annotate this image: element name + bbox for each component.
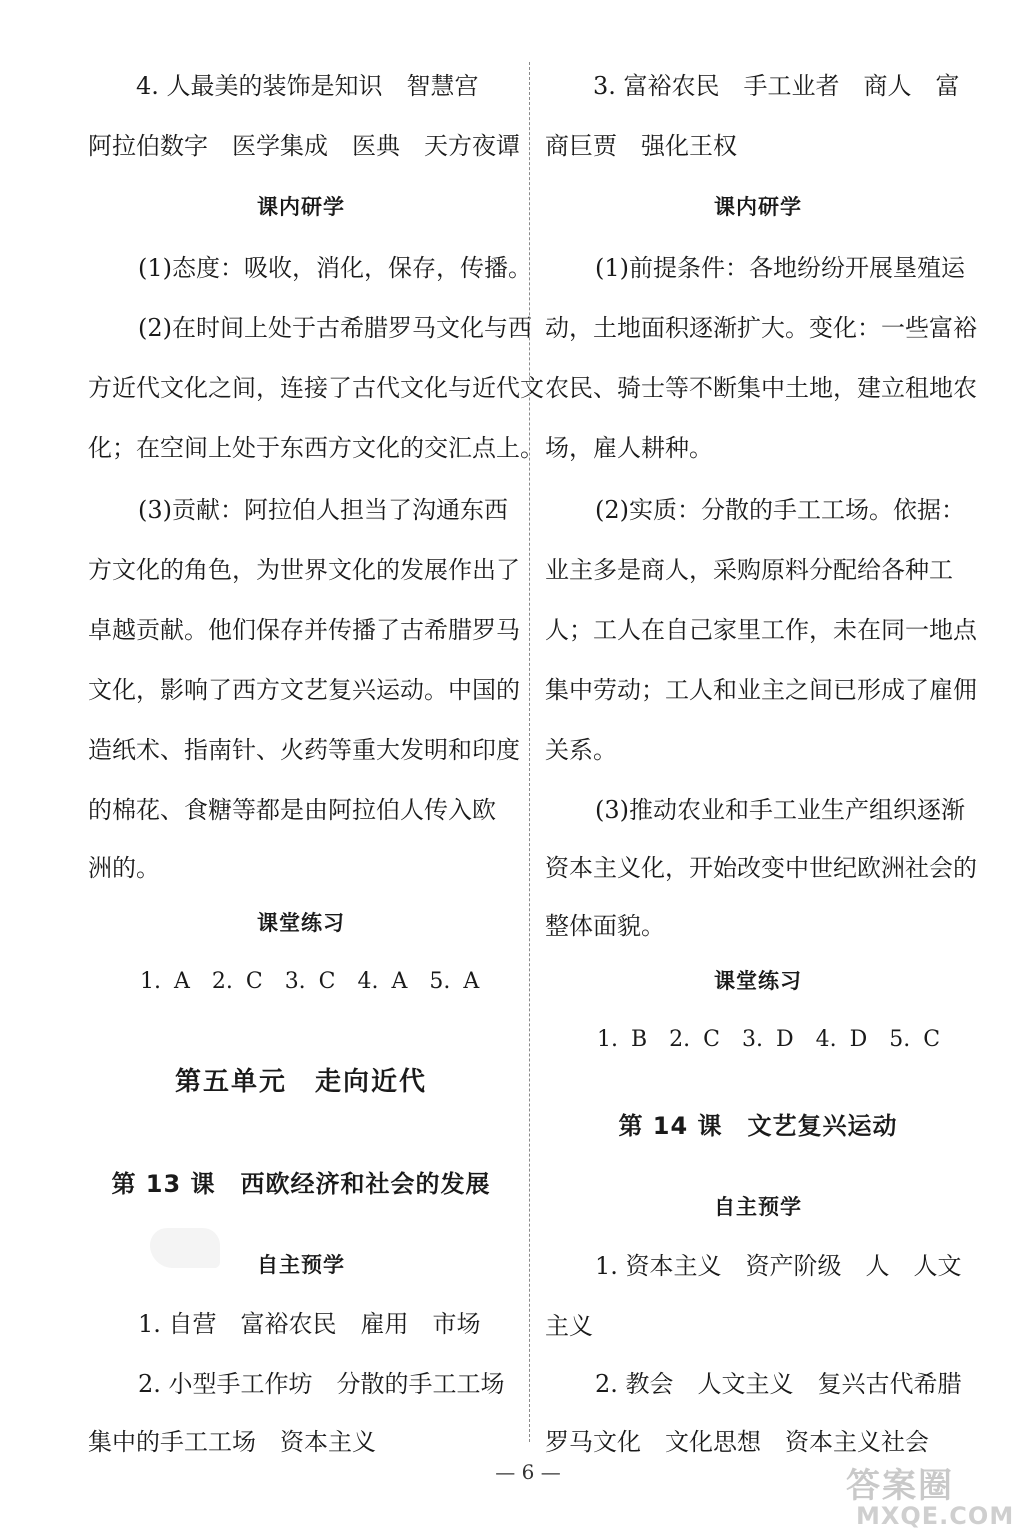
- watermark-logo: 答案圈: [846, 1466, 954, 1506]
- paragraph-line: (3)推动农业和手工业生产组织逐渐: [595, 796, 965, 824]
- paragraph-line: 文化，影响了西方文艺复兴运动。中国的: [88, 676, 520, 704]
- faded-stamp-mark: [150, 1228, 220, 1268]
- paragraph-line: (1)前提条件：各地纷纷开展垦殖运: [595, 254, 965, 282]
- paragraph-line: 人；工人在自己家里工作，未在同一地点: [545, 616, 977, 644]
- section-heading: 自主预学: [257, 1253, 345, 1277]
- answer-line: 3. 富裕农民 手工业者 商人 富: [593, 72, 960, 100]
- paragraph-line: 业主多是商人，采购原料分配给各种工: [545, 556, 953, 584]
- paragraph-line: 的棉花、食糖等都是由阿拉伯人传入欧: [88, 796, 496, 824]
- section-heading: 自主预学: [714, 1195, 802, 1219]
- paragraph-line: 整体面貌。: [545, 912, 665, 940]
- paragraph-line: (3)贡献：阿拉伯人担当了沟通东西: [138, 496, 508, 524]
- paragraph-line: (2)在时间上处于古希腊罗马文化与西: [138, 314, 532, 342]
- paragraph-line: 化；在空间上处于东西方文化的交汇点上。: [88, 434, 544, 462]
- answer-line: 主义: [545, 1312, 593, 1340]
- lesson-title: 第 14 课 文艺复兴运动: [618, 1112, 898, 1140]
- paragraph-line: 场，雇人耕种。: [545, 434, 713, 462]
- section-heading: 课内研学: [257, 195, 345, 219]
- answer-line: 2. 教会 人文主义 复兴古代希腊: [595, 1370, 962, 1398]
- column-divider: [529, 62, 530, 1442]
- paragraph-line: 方文化的角色，为世界文化的发展作出了: [88, 556, 520, 584]
- paragraph-line: 关系。: [545, 736, 617, 764]
- watermark: [836, 1458, 1016, 1534]
- section-heading: 课堂练习: [257, 911, 345, 935]
- section-heading: 课内研学: [714, 195, 802, 219]
- paragraph-line: (1)态度：吸收，消化，保存，传播。: [138, 254, 532, 282]
- answer-line: 集中的手工工场 资本主义: [88, 1428, 376, 1456]
- answer-line: 商巨贾 强化王权: [545, 132, 737, 160]
- answer-key: 1. B 2. C 3. D 4. D 5. C: [597, 1027, 941, 1052]
- answer-line: 1. 资本主义 资产阶级 人 人文: [595, 1252, 962, 1280]
- unit-title: 第五单元 走向近代: [174, 1067, 427, 1097]
- paragraph-line: 卓越贡献。他们保存并传播了古希腊罗马: [88, 616, 520, 644]
- answer-key: 1. A 2. C 3. C 4. A 5. A: [140, 969, 480, 994]
- paragraph-line: 资本主义化，开始改变中世纪欧洲社会的: [545, 854, 977, 882]
- lesson-title: 第 13 课 西欧经济和社会的发展: [111, 1170, 491, 1198]
- answer-line: 罗马文化 文化思想 资本主义社会: [545, 1428, 929, 1456]
- paragraph-line: 集中劳动；工人和业主之间已形成了雇佣: [545, 676, 977, 704]
- paragraph-line: 动，土地面积逐渐扩大。变化：一些富裕: [545, 314, 977, 342]
- paragraph-line: 方近代文化之间，连接了古代文化与近代文: [88, 374, 544, 402]
- section-heading: 课堂练习: [714, 969, 802, 993]
- answer-line: 2. 小型手工作坊 分散的手工工场: [138, 1370, 505, 1398]
- paragraph-line: (2)实质：分散的手工工场。依据：: [595, 496, 965, 524]
- paragraph-line: 造纸术、指南针、火药等重大发明和印度: [88, 736, 520, 764]
- answer-line: 阿拉伯数字 医学集成 医典 天方夜谭: [88, 132, 520, 160]
- answer-line: 1. 自营 富裕农民 雇用 市场: [138, 1310, 481, 1338]
- paragraph-line: 洲的。: [88, 854, 160, 882]
- watermark-url: MXQE.COM: [856, 1502, 1015, 1530]
- answer-line: 4. 人最美的装饰是知识 智慧宫: [136, 72, 479, 100]
- paragraph-line: 农民、骑士等不断集中土地，建立租地农: [545, 374, 977, 402]
- page-number: — 6 —: [495, 1460, 561, 1484]
